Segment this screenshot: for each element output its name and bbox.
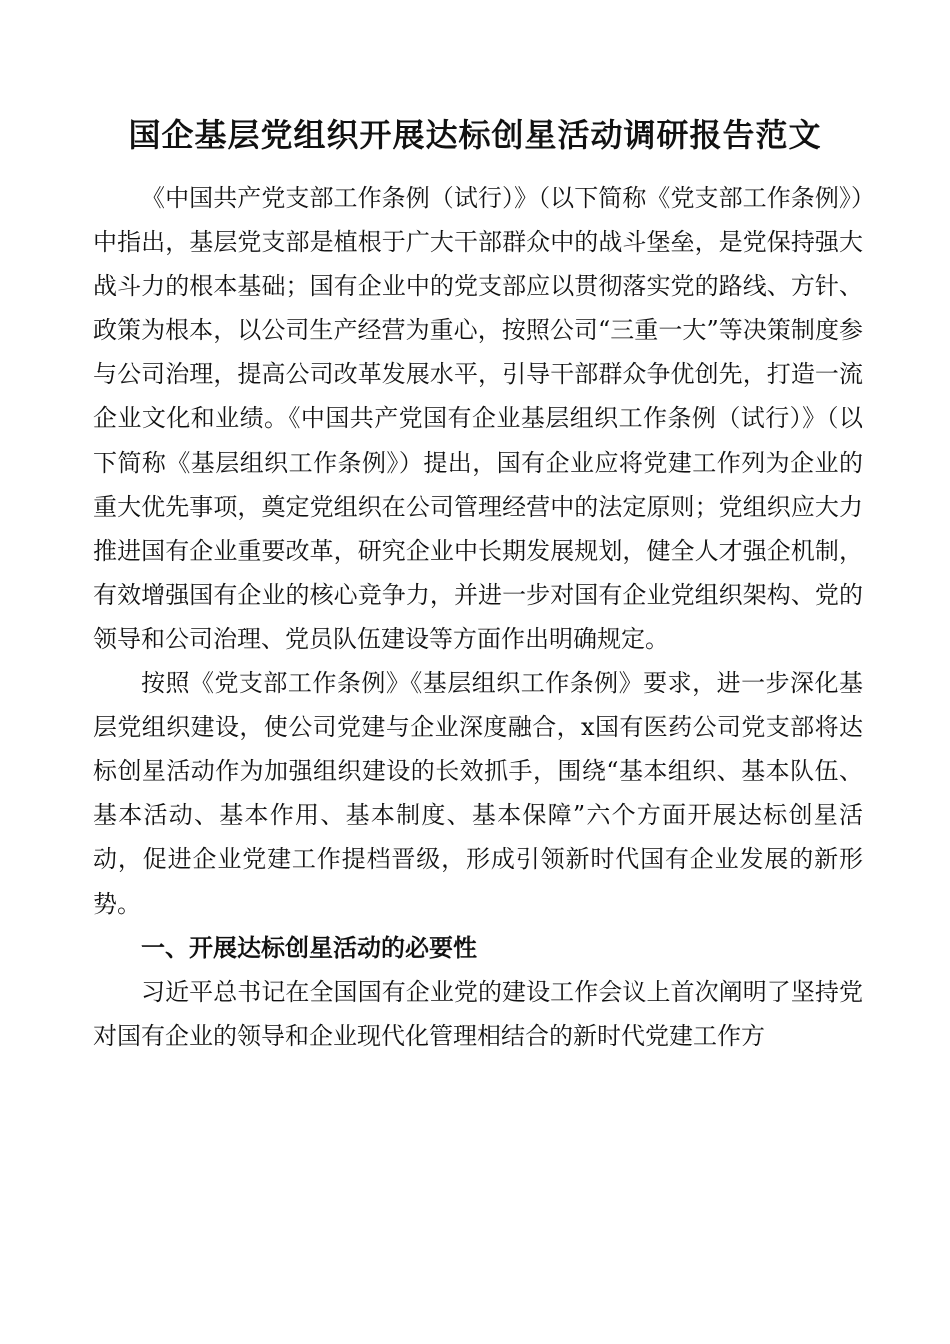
paragraph-section-one: 习近平总书记在全国国有企业党的建设工作会议上首次阐明了坚持党对国有企业的领导和企业现代化管理相结合的新时代党建工作方 — [93, 977, 863, 1050]
paragraph-intro: 《中国共产党支部工作条例（试行）》（以下简称《党支部工作条例》）中指出，基层党支部是植根于广大干部群众中的战斗堡垒，是党保持强大战斗力的根本基础；国有企业中的党支部应以贯彻落实党的路线、方针、政策为根本，以公司生产经营为重心，按照公司“三重一大”等决策制度参与公司治理，提高公司改革发展水平，引导干部群众争优创先，打造一流企业文化和业绩。《中国共产党国有企业基层组织工作条例（试行）》（以下简称《基层组织工作条例》）提出，国有企业应将党建工作列为企业的重大优先事项，奠定党组织在公司管理经营中的法定原则；党组织应大力推进国有企业重要改革，研究企业中长期发展规划，健全人才强企机制，有效增强国有企业的核心竞争力，并进一步对国有企业党组织架构、党的领导和公司治理、党员队伍建设等方面作出明确规定。 — [93, 184, 863, 653]
document-title: 国企基层党组织开展达标创星活动调研报告范文 — [128, 116, 822, 154]
document-body — [93, 176, 863, 1058]
paragraph-requirements: 按照《党支部工作条例》《基层组织工作条例》要求，进一步深化基层党组织建设，使公司党建与企业深度融合，x国有医药公司党支部将达标创星活动作为加强组织建设的长效抓手，围绕“基本组织、基本队伍、基本活动、基本作用、基本制度、基本保障”六个方面开展达标创星活动，促进企业党建工作提档晋级，形成引领新时代国有企业发展的新形势。 — [93, 669, 863, 918]
section-heading: 一、开展达标创星活动的必要性 — [141, 933, 477, 962]
